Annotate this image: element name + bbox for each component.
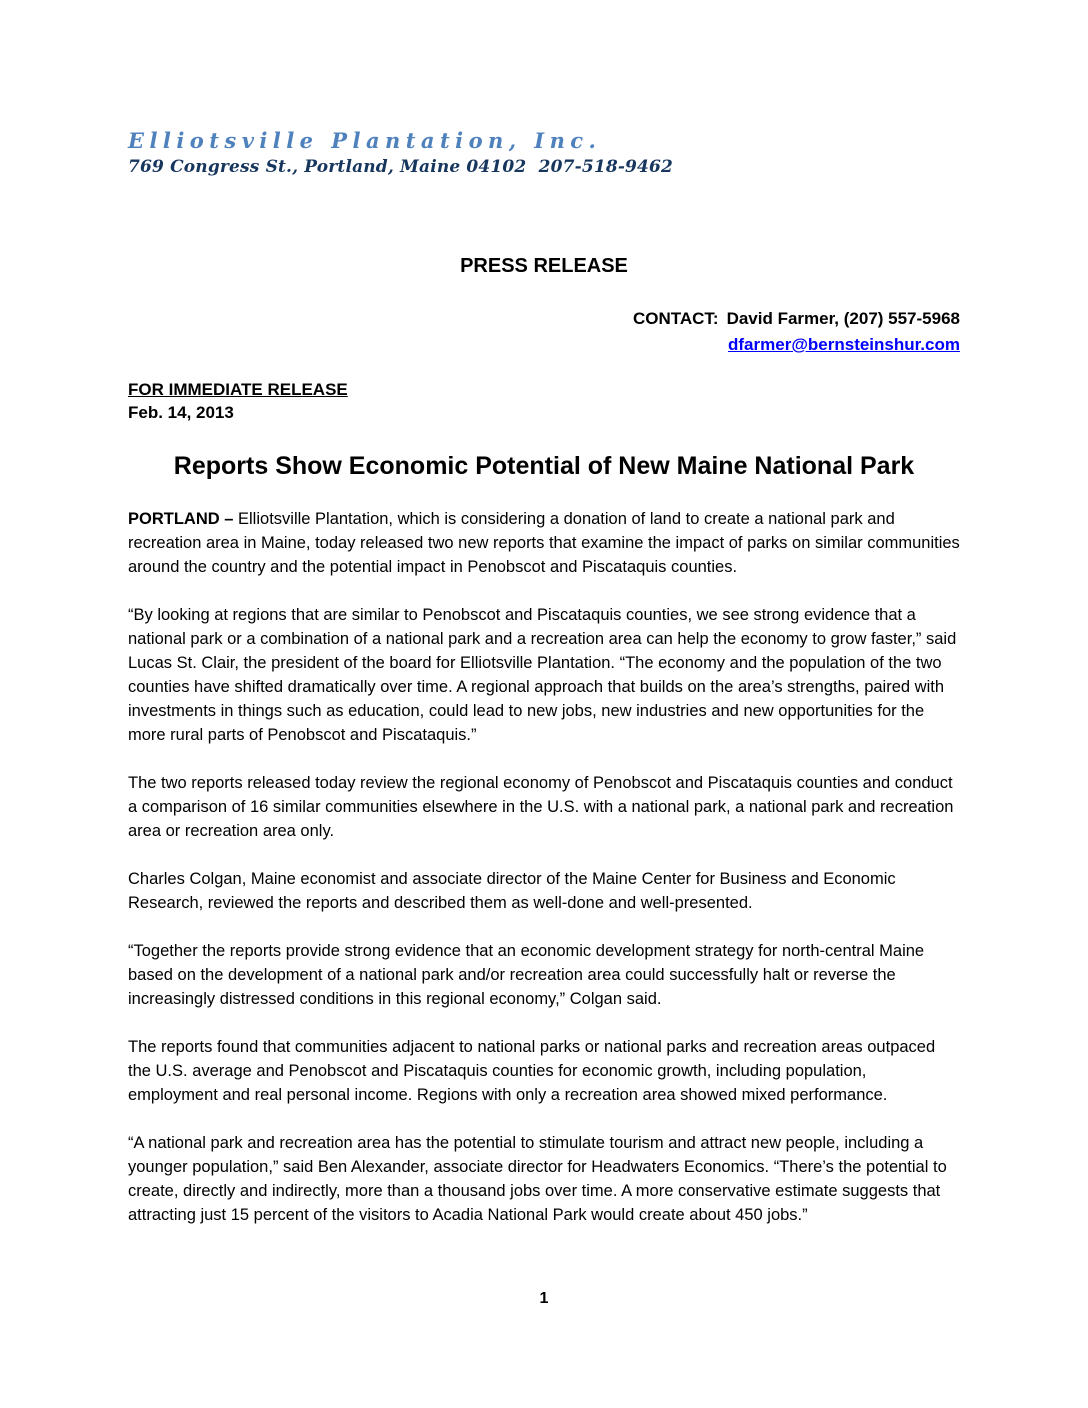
body-paragraph — [128, 867, 960, 915]
press-release-label: PRESS RELEASE — [460, 255, 628, 277]
letterhead — [128, 126, 960, 178]
page-number: 1 — [539, 1290, 549, 1307]
company-name: Elliotsville Plantation, Inc. — [128, 128, 602, 153]
release-block — [128, 378, 960, 424]
body-paragraph — [128, 507, 960, 579]
contact-value: David Farmer, (207) 557-5968 — [726, 309, 960, 328]
body-copy — [128, 507, 960, 1227]
contact-email-line — [128, 332, 960, 358]
headline: Reports Show Economic Potential of New Maine National Park — [173, 452, 915, 480]
company-address: 769 Congress St., Portland, Maine 04102 207-518-9462 — [128, 157, 674, 177]
dateline: PORTLAND – — [128, 510, 239, 528]
contact-line — [128, 306, 960, 332]
for-immediate-release-label: FOR IMMEDIATE RELEASE — [128, 380, 348, 399]
contact-label: CONTACT: — [632, 309, 719, 328]
paragraph-text: “Together the reports provide strong evidence that an economic development strategy for north-central Maine based on the development of a national park and/or recreation area could successfully halt or reverse the increasingly distressed conditions in this regional economy,” Colgan said. — [128, 942, 925, 1008]
release-date: Feb. 14, 2013 — [128, 403, 234, 422]
body-paragraph — [128, 939, 960, 1011]
paragraph-text: Elliotsville Plantation, which is considering a donation of land to create a national park and recreation area in Maine, today released two new reports that examine the impact of parks on similar communities around the country and the potential impact in Penobscot and Piscataquis counties. — [128, 510, 960, 576]
paragraph-text: “A national park and recreation area has the potential to stimulate tourism and attract new people, including a younger population,” said Ben Alexander, associate director for Headwaters Economics. “There’s the potential to create, directly and indirectly, more than a thousand jobs over time. A more conservative estimate suggests that attracting just 15 percent of the visitors to Acadia National Park would create about 450 jobs.” — [128, 1134, 947, 1224]
body-paragraph — [128, 1131, 960, 1227]
body-paragraph — [128, 771, 960, 843]
body-paragraph — [128, 1035, 960, 1107]
paragraph-text: The reports found that communities adjacent to national parks or national parks and recreation areas outpaced the U.S. average and Penobscot and Piscataquis counties for economic growth, including population, employment and real personal income. Regions with only a recreation area showed mixed performance. — [128, 1038, 936, 1104]
paragraph-text: “By looking at regions that are similar to Penobscot and Piscataquis counties, we see strong evidence that a national park or a combination of a national park and a recreation area can help the economy to grow faster,” said Lucas St. Clair, the president of the board for Elliotsville Plantation. “The economy and the population of the two counties have shifted dramatically over time. A regional approach that builds on the area’s strengths, paired with investments in things such as education, could lead to new jobs, new industries and new opportunities for the more rural parts of Penobscot and Piscataquis.” — [128, 606, 957, 744]
paragraph-text: Charles Colgan, Maine economist and associate director of the Maine Center for Business and Economic Research, reviewed the reports and described them as well-done and well-presented. — [128, 870, 896, 912]
contact-block — [128, 306, 960, 358]
contact-email-link[interactable]: dfarmer@bernsteinshur.com — [728, 335, 960, 354]
body-paragraph — [128, 603, 960, 747]
paragraph-text: The two reports released today review the regional economy of Penobscot and Piscataquis counties and conduct a comparison of 16 similar communities elsewhere in the U.S. with a national park, a national park and recreation area or recreation area only. — [128, 774, 954, 840]
